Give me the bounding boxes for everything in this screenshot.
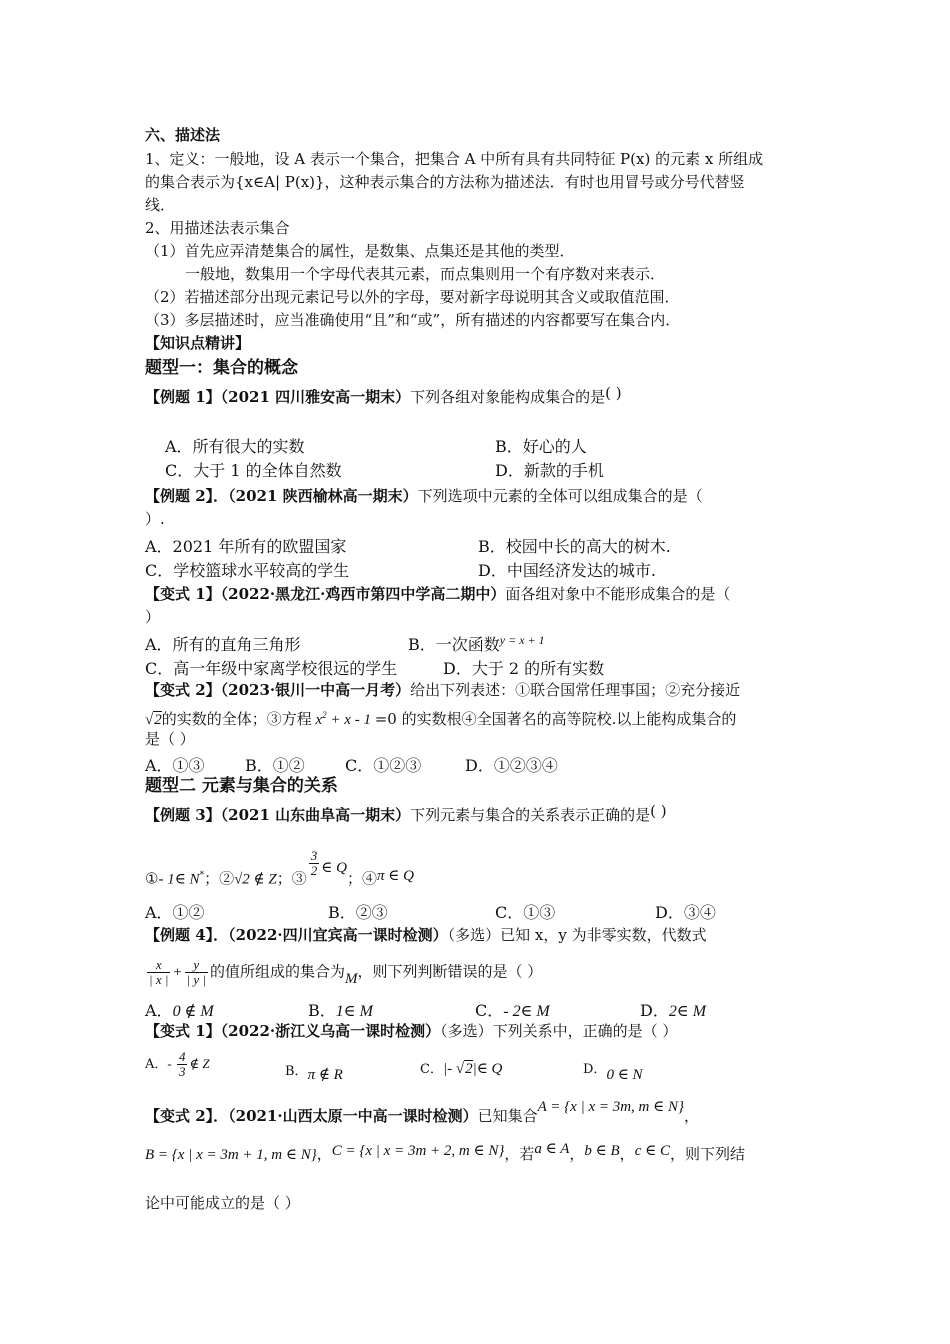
b-in-b: b ∈ B — [584, 1143, 620, 1159]
example-1-option-c: C．大于 1 的全体自然数 — [165, 461, 342, 480]
variant-4-stem: 【变式 2】．（2021·山西太原一中高一课时检测）已知集合A = {x | x = 3m, m ∈ N}， — [145, 1099, 700, 1125]
example-3-text: 下列元素与集合的关系表示正确的是 — [410, 806, 651, 824]
variant-2-option-b: B．①② — [245, 756, 305, 775]
variant-3-tag: 【变式 1】（2022·浙江义乌高一课时检测） — [145, 1022, 441, 1040]
example-2-option-a: A．2021 年所有的欧盟国家 — [145, 537, 347, 556]
example-3-option-a: A．①② — [145, 903, 205, 922]
variant-2-line-2 — [145, 705, 810, 730]
variant-3-stem — [145, 1021, 810, 1041]
variant-4-mid: ，若 — [504, 1145, 535, 1163]
equation-lhs: $x^2 + x - 1$ — [311, 710, 375, 728]
variant-3-option-a: A．- $\frac{4}{3}$ ∉ Z — [145, 1049, 210, 1079]
variant-1-option-d: D．大于 2 的所有实数 — [443, 659, 605, 678]
variant-4-tag: 【变式 2】．（2021·山西太原一中高一课时检测） — [145, 1107, 478, 1125]
variant-2-option-d: D．①②③④ — [465, 756, 558, 775]
variant-3-option-d: D．0 ∈ N — [583, 1062, 643, 1083]
variant-1-stem — [145, 584, 810, 604]
variant-1-option-b — [408, 632, 545, 655]
example-4-line-2: $\frac{x}{| x |}$ + $\frac{y}{| y |}$ 的值所组成的集合为M，则下列判断错误的是（ ） — [149, 957, 543, 987]
example-4-option-d: D．2∈ M — [640, 1001, 707, 1020]
type2-title: 题型二 元素与集合的关系 — [145, 776, 338, 796]
variant-4-text: 已知集合 — [477, 1107, 538, 1125]
example-4-line-2-text: 的值所组成的集合为 — [209, 962, 345, 981]
example-2-tag: 【例题 2】．（2021 陕西榆林高一期末） — [145, 487, 418, 505]
fraction-y-over-abs-y: $\frac{y}{| y |}$ — [186, 957, 206, 987]
variant-2-line-2a: 的实数的全体；③方程 — [161, 710, 312, 728]
sqrt-2-symbol: √2 — [145, 712, 162, 728]
example-1-option-d: D．新款的手机 — [495, 461, 604, 480]
example-4-text: （多选）已知 x，y 为非零实数，代数式 — [447, 926, 707, 944]
fraction-3-over-2: $\frac{3}{2}$ — [310, 848, 318, 878]
variant-2-option-a: A．①③ — [145, 756, 205, 775]
a-in-a: a ∈ A — [534, 1141, 570, 1157]
example-1-option-a: A．所有很大的实数 — [165, 437, 305, 456]
example-2-option-d: D．中国经济发达的城市. — [478, 561, 656, 580]
example-3-option-d: D．③④ — [655, 903, 716, 922]
example-1-text: 下列各组对象能构成集合的是 — [410, 388, 606, 406]
example-3-tag: 【例题 3】（2021 山东曲阜高一期末） — [145, 806, 411, 824]
example-4-option-c: C．- 2∈ M — [475, 1001, 550, 1020]
item-4-math: π ∈ Q — [376, 867, 414, 884]
set-m: M — [344, 970, 358, 987]
c-in-c: c ∈ C — [634, 1143, 670, 1159]
example-2-option-b: B．校园中长的高大的树木. — [478, 537, 671, 556]
item-3-marker: ；③ — [276, 869, 307, 888]
definition-line-3: 线． — [145, 196, 176, 214]
subsection-title: 2、用描述法表示集合 — [145, 219, 290, 237]
example-4-option-b: B．1∈ M — [308, 1001, 373, 1020]
variant-4-line-2: B = {x | x = 3m + 1, m ∈ N}，C = {x | x = 3m + 2, m ∈ N}，若a ∈ A，b ∈ B，c ∈ C，则下列结 — [145, 1141, 745, 1163]
example-2-stem — [145, 486, 810, 506]
example-4-stem — [145, 925, 810, 945]
variant-2-option-c: C．①②③ — [345, 756, 422, 775]
variant-3-option-c: C．|- √2|∈ Q — [420, 1061, 503, 1077]
item-4-marker: ；④ — [346, 869, 377, 888]
set-a: A = {x | x = 3m, m ∈ N} — [537, 1099, 685, 1115]
type1-title: 题型一：集合的概念 — [145, 358, 298, 378]
variant-2-line-3: 是（ ） — [145, 730, 195, 748]
example-4-line-2b: ，则下列判断错误的是（ ） — [357, 962, 543, 981]
example-4-tag: 【例题 4】．（2022·四川宜宾高一课时检测） — [145, 926, 448, 944]
definition-line-1: 1、定义：一般地，设 A 表示一个集合，把集合 A 中所有具有共同特征 P(x) 的元素 x 所组成 — [145, 150, 764, 168]
variant-2-text: 给出下列表述：①联合国常任理事国；②充分接近 — [410, 681, 741, 699]
example-3-option-c: C．①③ — [495, 903, 556, 922]
point-3: （3）多层描述时，应当准确使用“且”和“或”，所有描述的内容都要写在集合内． — [145, 311, 681, 329]
variant-4-tail: ，则下列结 — [669, 1145, 745, 1163]
set-c: C = {x | x = 3m + 2, m ∈ N} — [331, 1143, 505, 1159]
variant-2-line-2b: =0 的实数根④全国著名的高等院校.以上能构成集合的 — [374, 710, 737, 728]
variant-1-option-b-label: B．一次函数 — [408, 635, 500, 654]
point-1: （1）首先应弄清楚集合的属性，是数集、点集还是其他的类型． — [145, 242, 575, 260]
example-3-paren: ( ) — [650, 802, 667, 820]
item-3-math: ∈ Q — [321, 859, 347, 876]
item-2-marker: ；② — [204, 869, 235, 888]
variant-1-cont: ） — [145, 608, 161, 626]
variant-1-text: 面各组对象中不能形成集合的是（ — [505, 585, 731, 603]
example-1-stem — [145, 384, 810, 407]
item-1-marker: ① — [145, 869, 159, 888]
example-2-cont: ）. — [145, 510, 165, 528]
knowledge-heading: 【知识点精讲】 — [145, 334, 251, 352]
set-b: B = {x | x = 3m + 1, m ∈ N} — [145, 1147, 317, 1163]
point-1-detail: 一般地，数集用一个字母代表其元素，而点集则用一个有序数对来表示． — [185, 265, 666, 283]
variant-2-stem — [145, 680, 810, 700]
fraction-4-over-3: $\frac{4}{3}$ — [178, 1049, 186, 1079]
example-3-option-b: B．②③ — [328, 903, 388, 922]
variant-1-tag: 【变式 1】（2022·黑龙江·鸡西市第四中学高二期中） — [145, 585, 506, 603]
example-1-paren: ( ) — [605, 384, 622, 402]
example-3-items: ①- 1∈ N*；②√2 ∉ Z；③ $\frac{3}{2}$ ∈ Q；④π ∈ Q — [145, 848, 414, 888]
variant-1-option-c: C．高一年级中家离学校很远的学生 — [145, 659, 398, 678]
point-2: （2）若描述部分出现元素记号以外的字母，要对新字母说明其含义或取值范围． — [145, 288, 680, 306]
definition-line-2: 的集合表示为{x∈A| P(x)}，这种表示集合的方法称为描述法．有时也用冒号或分号代替竖 — [145, 173, 745, 191]
example-3-stem — [145, 802, 810, 825]
variant-1-option-b-math: y = x + 1 — [499, 633, 545, 647]
example-4-option-a: A．0 ∉ M — [145, 1001, 214, 1020]
section-title: 六、描述法 — [145, 126, 221, 144]
item-1-math: - 1∈ N — [158, 871, 200, 888]
example-2-text: 下列选项中元素的全体可以组成集合的是（ — [417, 487, 703, 505]
variant-4-line-3: 论中可能成立的是（ ） — [145, 1194, 300, 1212]
variant-3-option-b: B．π ∉ R — [285, 1064, 343, 1083]
variant-3-text: （多选）下列关系中，正确的是（ ） — [440, 1022, 678, 1040]
fraction-x-over-abs-x: $\frac{x}{| x |}$ — [149, 957, 169, 987]
example-2-option-c: C．学校篮球水平较高的学生 — [145, 561, 350, 580]
example-1-tag: 【例题 1】（2021 四川雅安高一期末） — [145, 388, 411, 406]
example-1-option-b: B．好心的人 — [495, 437, 587, 456]
variant-2-tag: 【变式 2】（2023·银川一中高一月考） — [145, 681, 411, 699]
variant-1-option-a: A．所有的直角三角形 — [145, 635, 301, 654]
item-2-math: √2 ∉ Z — [234, 871, 277, 888]
